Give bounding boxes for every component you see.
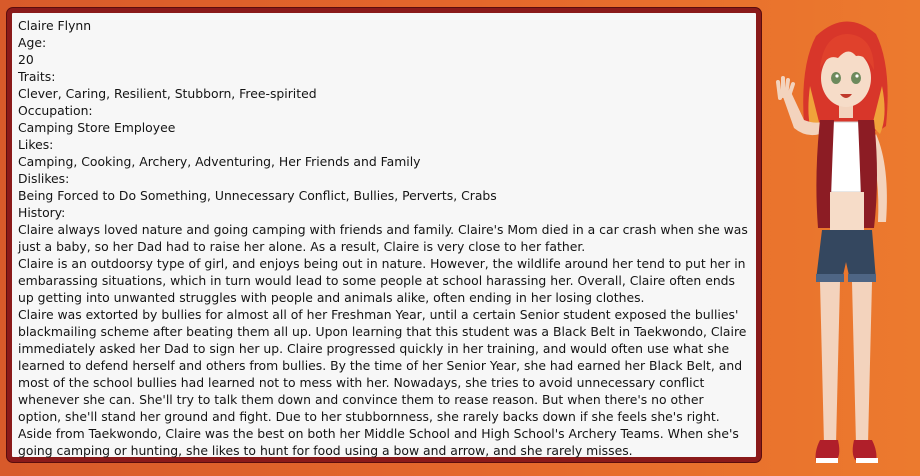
traits-label: Traits: xyxy=(18,69,56,84)
waving-hand xyxy=(778,78,793,98)
left-leg xyxy=(820,282,840,444)
history-paragraph: Aside from Taekwondo, Claire was the best on both her Middle School and High School's Archery Teams. When she's going camping or hunting, she likes to hunt for food using a bow and arrow, and she rarely misses. xyxy=(18,426,743,458)
profile-card xyxy=(7,8,761,462)
traits-value: Clever, Caring, Resilient, Stubborn, Free-spirited xyxy=(18,86,317,101)
history-paragraph: Claire always loved nature and going camping with friends and family. Claire's Mom died in a car crash when she was just a baby, so her Dad had to raise her alone. As a result, Claire is very close to her father. xyxy=(18,222,752,254)
dislikes-label: Dislikes: xyxy=(18,171,70,186)
history-paragraph: Claire is an outdoorsy type of girl, and enjoys being out in nature. However, the wildlife around her tend to put her in embarassing situations, which in turn would lead to some people at school harassing her. Overall, Claire often ends up getting into unwanted struggles with people and animals alike, often ending in her losing clothes. xyxy=(18,256,750,305)
denim-shorts xyxy=(816,230,876,280)
dislikes-value: Being Forced to Do Something, Unnecessary Conflict, Bullies, Perverts, Crabs xyxy=(18,188,497,203)
occupation-label: Occupation: xyxy=(18,103,93,118)
character-name: Claire Flynn xyxy=(18,18,92,33)
occupation-value: Camping Store Employee xyxy=(18,120,176,135)
likes-label: Likes: xyxy=(18,137,54,152)
right-eye xyxy=(851,72,861,84)
left-eye xyxy=(831,72,841,84)
likes-value: Camping, Cooking, Archery, Adventuring, Her Friends and Family xyxy=(18,154,421,169)
age-value: 20 xyxy=(18,52,34,67)
right-leg xyxy=(852,282,872,444)
history-label: History: xyxy=(18,205,66,220)
age-label: Age: xyxy=(18,35,47,50)
history-paragraph: Claire was extorted by bullies for almost all of her Freshman Year, until a certain Senior student exposed the bullies' blackmailing scheme after beating them all up. Upon learning that this student was a Black Belt in Taekwondo, Claire immediately asked her Dad to sign her up. Claire progressed quickly in her training, and would often use what she learned to defend herself and others from bullies. By the time of her Senior Year, she had earned her Black Belt, and most of the school bullies had learned not to mess with her. Nowadays, she tries to avoid unnecessary conflict whenever she can. She'll try to talk them down and convince them to rease reason. But when there's no other option, she'll stand her ground and fight. Due to her stubbornness, she rarely backs down if she feels she's right. xyxy=(18,307,751,424)
character-illustration xyxy=(776,16,916,468)
